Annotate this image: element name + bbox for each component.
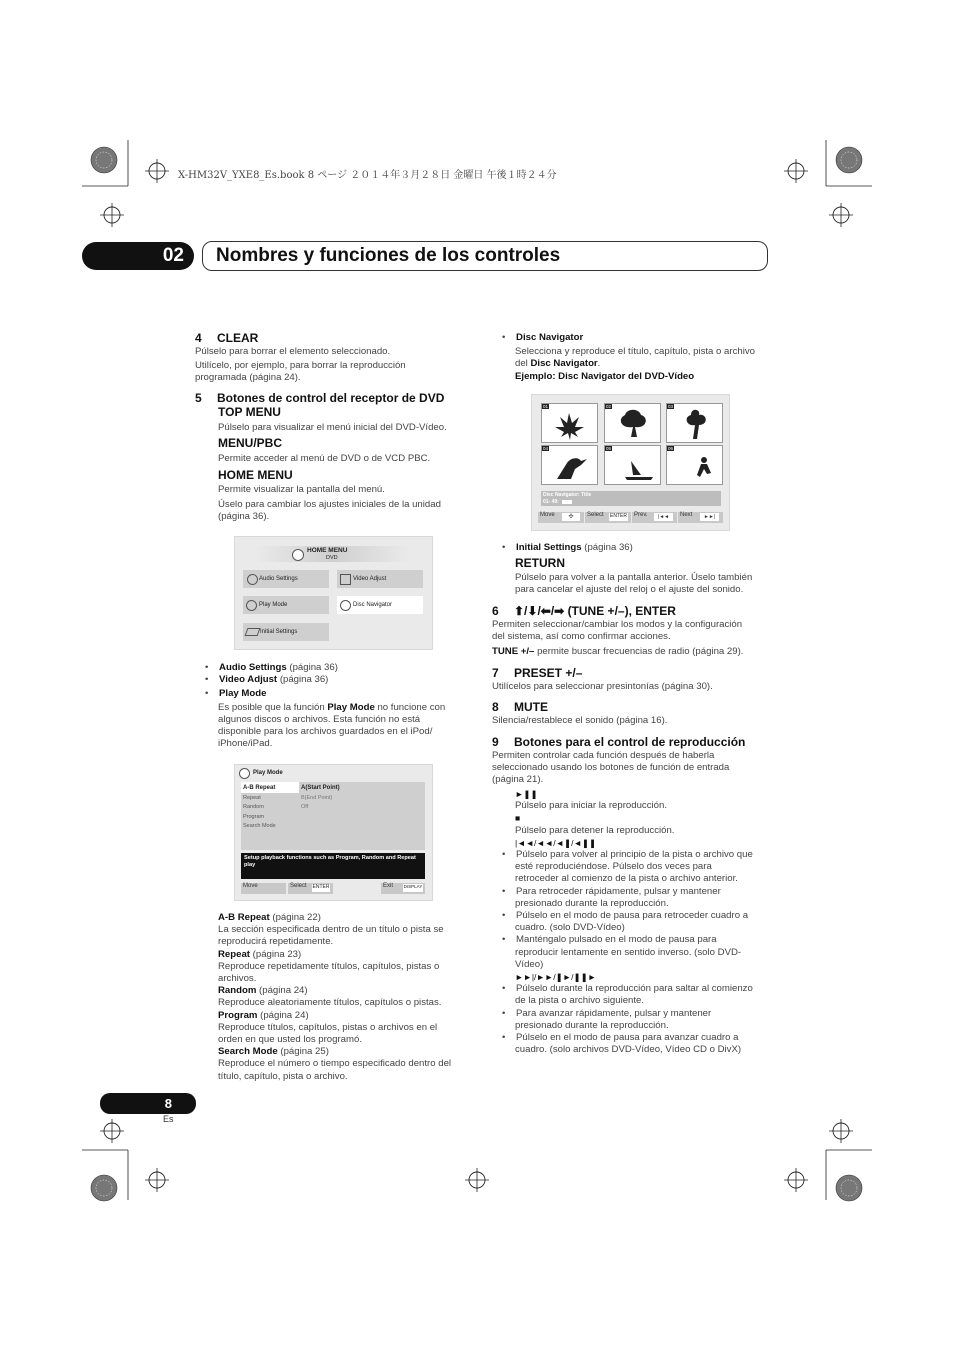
arrow-keys-icon: ⬆/⬇/⬅/➡ [514, 604, 568, 618]
pm-item-random: Random [243, 804, 264, 810]
playback-text: Permiten controlar cada función después de haberla seleccionado usando los botones de función de entrada (página 21). [492, 750, 730, 786]
home-item-video: Video Adjust [353, 576, 387, 582]
stop-icon: ■ [515, 813, 521, 824]
play-mode-screen-title: Play Mode [253, 770, 283, 776]
page-number: 8 [100, 1093, 196, 1114]
thumb-label: 05 [606, 446, 612, 451]
chapter-number: 02 [82, 242, 194, 270]
video-icon [340, 574, 351, 585]
pm-value-b: B(End Point) [301, 795, 333, 801]
skater-icon [701, 457, 707, 463]
home-item-initial: Initial Settings [260, 629, 298, 635]
pm-value-off: Off [301, 804, 309, 810]
pm-footer-select: Select [290, 883, 307, 889]
previous-rewind-icon: |◄◄/◄◄/◄❚/◄❚❚ [515, 837, 597, 848]
disc-navigator-icon [340, 600, 351, 611]
move-arrows-icon: ✣ [562, 513, 580, 521]
pm-footer-display: DISPLAY [403, 884, 423, 892]
disc-nav-bullet: • Disc Navigator Selecciona y reproduce el título, capítulo, pista o archivo del Disc Navigator. Ejemplo: Disc Navigator del DVD-Vídeo [502, 332, 755, 382]
heading-home-menu: HOME MENU [218, 468, 293, 482]
home-item-audio: Audio Settings [259, 576, 298, 582]
bird-icon [557, 458, 587, 479]
dn-footer-prev: Prev. [634, 512, 648, 518]
next-icon: ►►| [700, 513, 719, 521]
heading-cursor: 6 ⬆/⬇/⬅/➡ (TUNE +/–), ENTER [492, 604, 676, 618]
tree-icon [621, 410, 646, 437]
pm-footer-move: Move [243, 883, 258, 889]
pm-item-search: Search Mode [243, 823, 276, 829]
heading-menu-pbc: MENU/PBC [218, 436, 283, 450]
clear-text: Púlselo para borrar el elemento seleccionado. Utilícelo, por ejemplo, para borrar la reproducción programada (página 24). [195, 346, 406, 384]
file-header: X-HM32V_YXE8_Es.book 8 ページ ２０１４年３月２８日 金曜日 午後１時２４分 [178, 170, 557, 181]
thumbnail-pictures [541, 403, 722, 484]
pm-item-program: Program [243, 814, 265, 820]
dn-footer-next: Next [680, 512, 693, 518]
thumb-label: 02 [606, 404, 612, 409]
heading-top-menu: TOP MENU [218, 405, 281, 419]
next-forward-icon: ►►|/►►/❚►/❚❚► [515, 972, 597, 983]
thumb-label: 06 [668, 446, 674, 451]
pm-help-text: Setup playback functions such as Program, Random and Repeat play [244, 855, 416, 868]
disc-icon [292, 549, 304, 561]
heading-dvd-controls: 5 Botones de control del receptor de DVD [195, 391, 445, 405]
thumb-label: 01 [543, 404, 549, 409]
chapter-title: Nombres y funciones de los controles [216, 245, 561, 266]
menu-pbc-text: Permite acceder al menú de DVD o de VCD PBC. [218, 453, 431, 464]
pm-item-ab: A-B Repeat [243, 785, 276, 791]
pm-footer-enter: ENTER [312, 884, 330, 890]
heading-clear: 4 CLEAR [195, 331, 259, 345]
disc-nav-info-range: 01- 49: [543, 499, 559, 505]
playback-buttons: ►❚❚ Púlselo para iniciar la reproducción. ■ Púlselo para detener la reproducción. |◄◄/◄◄/◄❚/◄❚❚ • Púlselo para volver al principio de la pista o archivo que esté reproduciéndose. Púlselo dos veces para retroceder al comienzo de la pista o archivo anterior. • Para retroceder rápidamente, pulsar y mantener presionado durante la reproducción. • Púlselo en el modo de pausa para retroceder cuadro a cuadro. (solo DVD-Vídeo) • Manténgalo pulsado en el modo de pausa para reproducir lentamente en sentido inverso. (solo DVD- Vídeo) ►►|/►►/❚►/❚❚► • Púlselo durante la reproducción para saltar al comienzo de la pista o archivo siguiente. • Para avanzar rápidamente, pulsar y mantener presionado durante la reproducción. • Púlselo en el modo de pausa para avanzar cuadro a cuadro. (solo archivos DVD-Vídeo, Vídeo CD o DivX) [502, 788, 772, 1056]
top-menu-text: Púlselo para visualizar el menú inicial del DVD-Vídeo. [218, 422, 447, 433]
play-pause-icon: ►❚❚ [515, 789, 538, 799]
heading-preset: 7 PRESET +/– [492, 666, 583, 680]
cursor-text: Permiten seleccionar/cambiar los modos y la configuración del sistema, así como confirmar acciones. TUNE +/– permite buscar frecuencias de radio (página 29). [492, 619, 744, 658]
dn-footer-enter: ENTER [610, 513, 627, 519]
thumb-label: 04 [543, 446, 549, 451]
home-menu-bullets: • Audio Settings (página 36) • Video Adjust (página 36) • Play Mode Es posible que la función Play Mode no funcione con algunos discos o archivos. Esta función no está disponible para los archivos guardados en el iPod/ iPhone/iPad. [205, 662, 446, 750]
home-menu-screen-title: HOME MENU [307, 547, 348, 554]
heading-playback: 9 Botones para el control de reproducción [492, 735, 746, 749]
home-item-disc-nav: Disc Navigator [353, 602, 393, 608]
thumb-label: 03 [668, 404, 674, 409]
play-mode-descriptions: A-B Repeat (página 22) La sección especificada dentro de un título o pista se reproducirá repetidamente. Repeat (página 23) Reproduce repetidamente títulos, capítulos, pistas o archivos. Random (página 24) Reproduce aleatoriamente títulos, capítulos o pistas. Program (página 24) Reproduce títulos, capítulos, pistas o archivos en el orden en que usted los programó. Search Mode (página 25) Reproduce el número o tiempo especificado dentro del título, capítulo, pista o archivo. [218, 912, 452, 1082]
pm-item-repeat: Repeat [243, 795, 261, 801]
play-mode-icon [246, 600, 257, 611]
home-menu-screenshot [234, 536, 433, 650]
play-mode-icon [239, 768, 250, 779]
home-item-play-mode: Play Mode [259, 602, 288, 608]
disc-nav-info-title: Disc Navigator: Title [543, 492, 592, 498]
heading-mute: 8 MUTE [492, 700, 548, 714]
headphones-icon [247, 574, 258, 585]
page-language: Es [163, 1114, 174, 1124]
leaf-icon [555, 413, 584, 440]
windsurf-icon [625, 461, 653, 480]
play-mode-screenshot [234, 764, 433, 901]
flower-icon [687, 410, 706, 439]
disc-navigator-screenshot [531, 394, 730, 531]
preset-text: Utilícelos para seleccionar presintonías (página 30). [492, 681, 713, 692]
home-menu-screen-sub: DVD [326, 555, 338, 561]
dn-footer-select: Select [587, 512, 604, 518]
mute-text: Silencia/restablece el sonido (página 16). [492, 715, 668, 726]
dn-footer-move: Move [540, 512, 555, 518]
return-text: Púlselo para volver a la pantalla anterior. Úselo también para cancelar el ajuste del reloj o el ajuste del sonido. [515, 572, 753, 596]
home-menu-text: Permite visualizar la pantalla del menú. Úselo para cambiar los ajustes iniciales de la unidad (página 36). [218, 484, 441, 523]
heading-return: RETURN [515, 556, 565, 570]
initial-settings-bullet: • Initial Settings (página 36) [502, 542, 633, 553]
pm-value-a: A(Start Point) [301, 785, 340, 791]
pm-footer-exit: Exit [383, 883, 394, 889]
prev-icon: |◄◄ [654, 513, 673, 521]
